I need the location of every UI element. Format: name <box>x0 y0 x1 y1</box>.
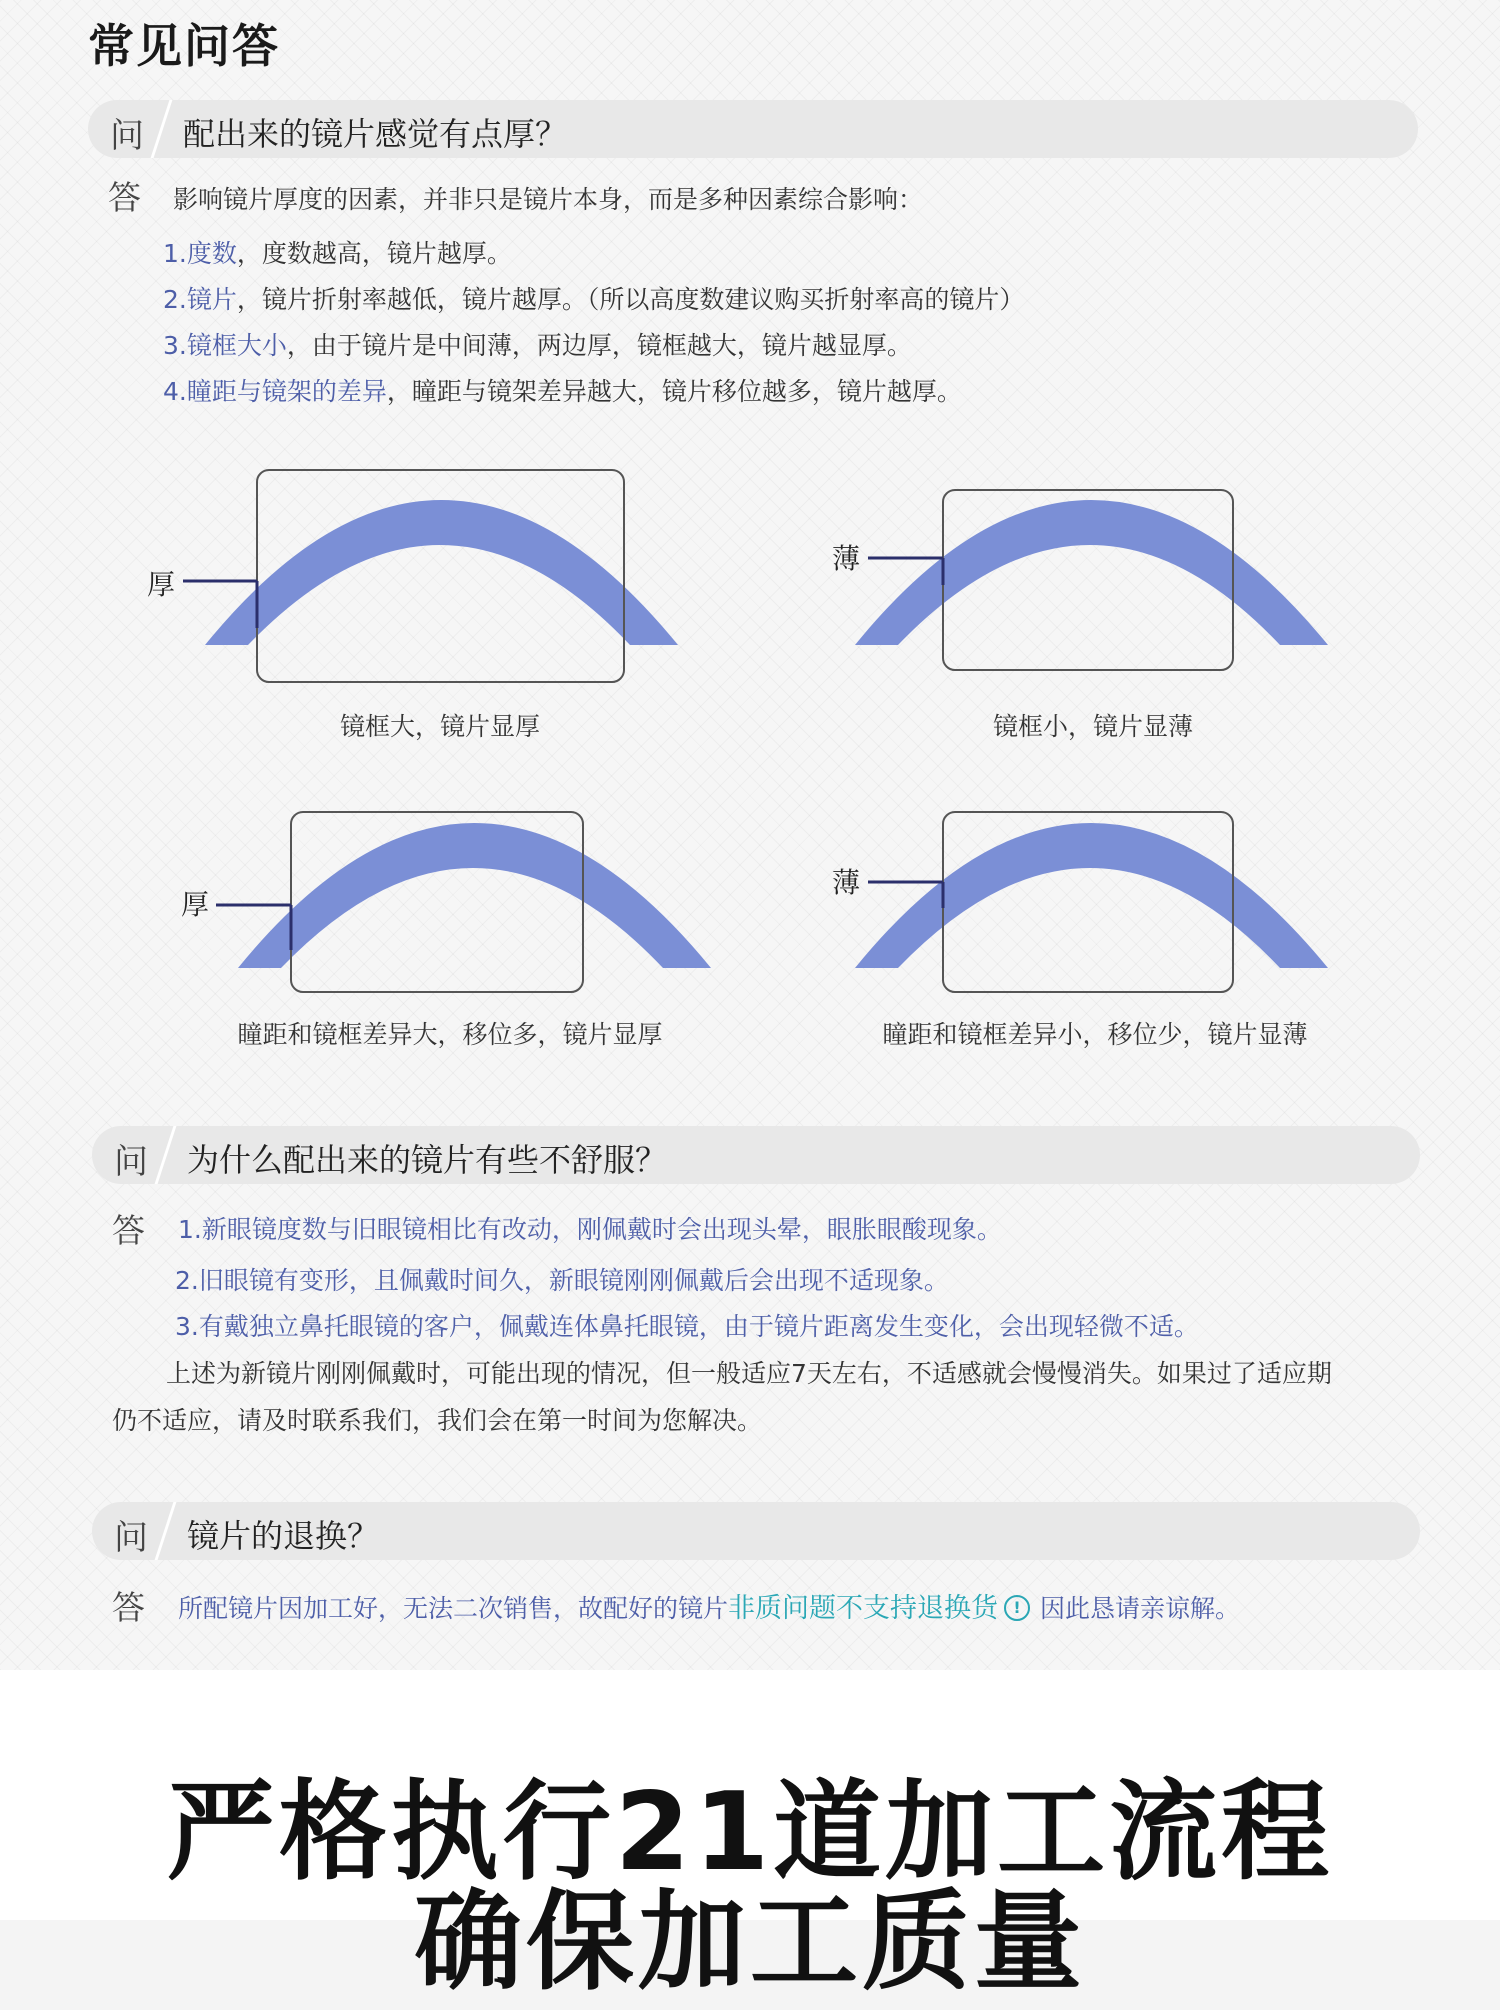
answer-text: 所配镜片因加工好，无法二次销售，故配好的镜片 <box>178 1594 729 1623</box>
point-text: ，瞳距与镜架差异越大，镜片移位越多，镜片越厚。 <box>386 377 962 406</box>
faq2-point-2: 2.旧眼镜有变形，且佩戴时间久，新眼镜刚刚佩戴后会出现不适现象。 <box>175 1266 949 1295</box>
no-return-notice: 非质问题不支持退换货 <box>728 1593 999 1624</box>
thickness-label: 薄 <box>832 542 861 575</box>
faq2-question: 为什么配出来的镜片有些不舒服？ <box>187 1141 668 1179</box>
quality-heading: 确保加工质量 <box>413 1880 1086 2005</box>
lens-arc <box>205 500 678 645</box>
diagram-large-pd <box>216 812 711 992</box>
diagram-small-frame <box>855 490 1328 670</box>
answer-mark: 答 <box>112 1211 145 1250</box>
answer-mark: 答 <box>112 1588 145 1627</box>
lens-arc <box>238 823 711 968</box>
point-key: 3.镜框大小 <box>163 331 287 360</box>
faq1-intro: 影响镜片厚度的因素，并非只是镜片本身，而是多种因素综合影响： <box>173 185 924 214</box>
point-text: ，度数越高，镜片越厚。 <box>236 239 512 268</box>
point-text: ，由于镜片是中间薄，两边厚，镜框越大，镜片越显厚。 <box>286 331 912 360</box>
divider <box>155 1502 177 1560</box>
point-key: 1.度数 <box>163 239 237 268</box>
thickness-label: 薄 <box>832 866 861 899</box>
point-text: ，镜片折射率越低，镜片越厚。（所以高度数建议购买折射率高的镜片） <box>236 285 1025 314</box>
thickness-label: 厚 <box>181 888 210 921</box>
answer-text-end: 因此恳请亲谅解。 <box>1040 1594 1241 1623</box>
diagram-caption: 瞳距和镜框差异小，移位少，镜片显薄 <box>882 1020 1308 1049</box>
lens-arc <box>855 500 1328 645</box>
answer-mark: 答 <box>108 178 141 217</box>
lens-arc <box>855 823 1328 968</box>
faq2-summary-line-2: 仍不适应，请及时联系我们，我们会在第一时间为您解决。 <box>112 1406 763 1435</box>
thickness-label: 厚 <box>147 568 176 601</box>
question-mark: 问 <box>110 116 144 156</box>
diagram-large-frame <box>183 470 678 682</box>
faq1-question: 配出来的镜片感觉有点厚？ <box>183 115 568 153</box>
divider <box>155 1126 177 1184</box>
faq2-summary-line-1: 上述为新镜片刚刚佩戴时，可能出现的情况，但一般适应7天左右，不适感就会慢慢消失。如果过了适应期 <box>166 1359 1332 1388</box>
faq2-point-3: 3.有戴独立鼻托眼镜的客户，佩戴连体鼻托眼镜，由于镜片距离发生变化，会出现轻微不适。 <box>175 1312 1199 1341</box>
diagram-caption: 瞳距和镜框差异大，移位多，镜片显厚 <box>237 1020 663 1049</box>
faq2-question-bar <box>92 1126 1420 1184</box>
exclamation-circle-icon: ! <box>1004 1595 1030 1621</box>
diagram-small-pd <box>855 812 1328 992</box>
question-mark: 问 <box>114 1142 148 1182</box>
point-key: 2.镜片 <box>163 285 237 314</box>
point-key: 4.瞳距与镜架的差异 <box>163 377 387 406</box>
process-heading: 严格执行21道加工流程 <box>166 1770 1334 1895</box>
diagram-caption: 镜框小，镜片显薄 <box>992 712 1194 741</box>
diagram-caption: 镜框大，镜片显厚 <box>339 712 541 741</box>
faq2-point-1: 1.新眼镜度数与旧眼镜相比有改动，刚佩戴时会出现头晕，眼胀眼酸现象。 <box>178 1215 1002 1244</box>
faq3-question: 镜片的退换？ <box>187 1517 380 1555</box>
faq3-question-bar <box>92 1502 1420 1560</box>
question-mark: 问 <box>114 1518 148 1558</box>
page-title: 常见问答 <box>88 19 280 73</box>
faq3-answer <box>178 1586 1240 1625</box>
